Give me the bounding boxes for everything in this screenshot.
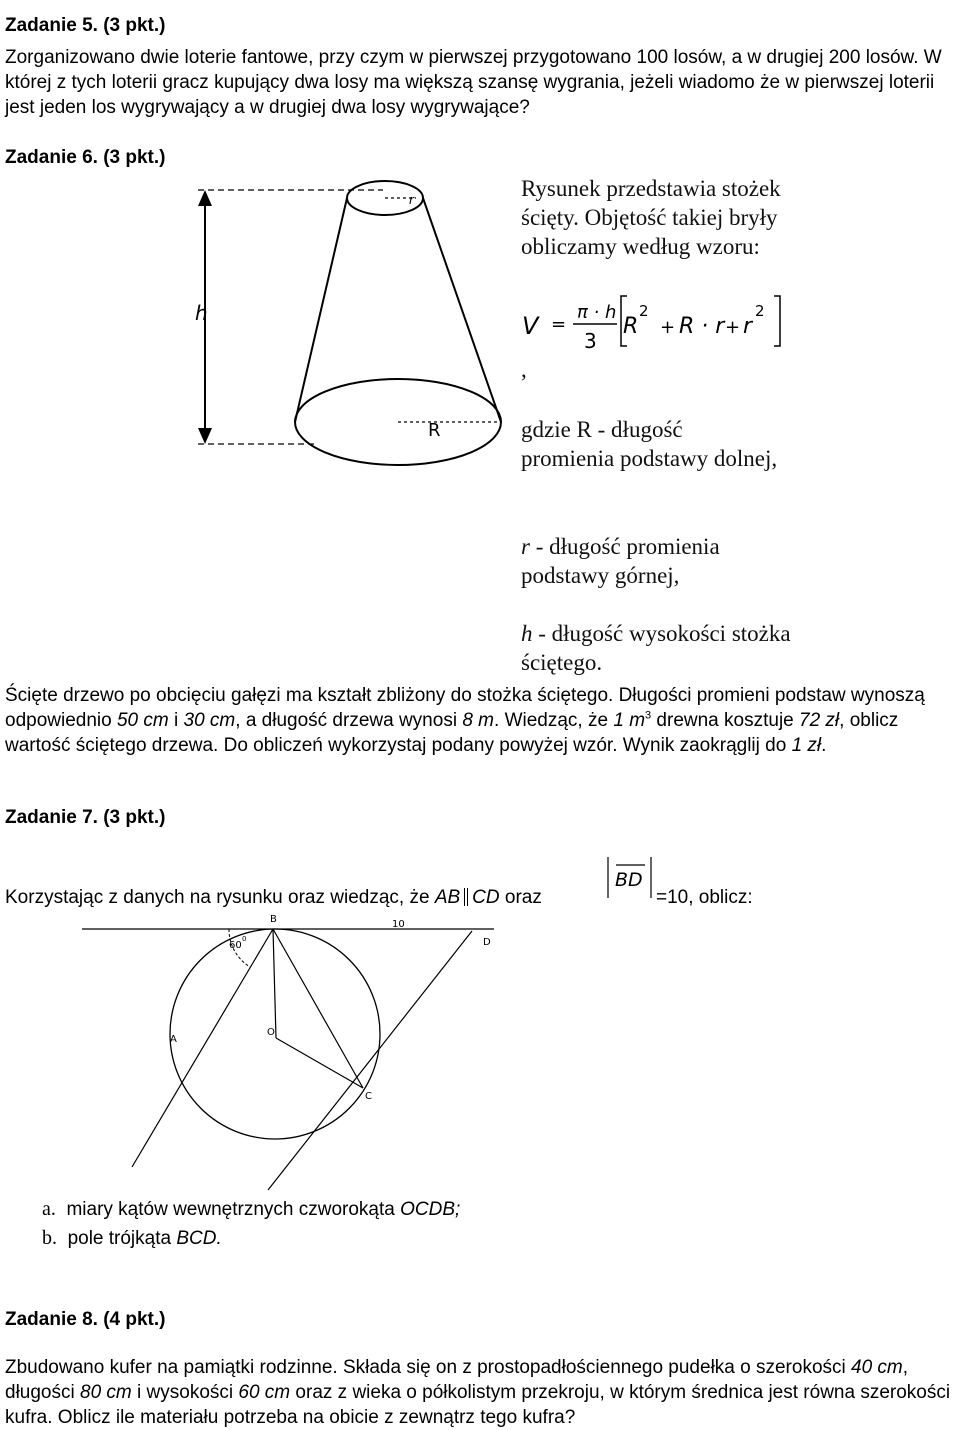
svg-text:=: = [551,314,567,335]
definition-r: r - długość promienia podstawy górnej, [521,534,720,588]
task7-item-a: a. miary kątów wewnętrznych czworokąta OCDB; [42,1198,461,1220]
task7-heading: Zadanie 7. (3 pkt.) [5,807,166,828]
svg-text:R: R [623,314,639,339]
task7-item-b: b. pole trójkąta BCD. [42,1227,222,1249]
frustum-figure [180,168,510,468]
point-A: A [170,1034,177,1045]
task8-heading: Zadanie 8. (4 pkt.) [5,1309,166,1330]
svg-text:BD: BD [615,869,643,891]
frustum-label-h: h [195,301,208,325]
arrow-down-icon [198,428,212,444]
angle-label: 60 [229,940,242,951]
point-D: D [483,937,491,948]
point-O: O [267,1027,275,1038]
svg-text:R · r: R · r [679,314,725,339]
arrow-up-icon [198,190,212,206]
frustum-label-R: R [428,420,441,441]
task7-intro: Korzystając z danych na rysunku oraz wiedząc, że AB CD oraz [5,887,542,908]
comma: , [521,357,527,382]
task5-text: Zorganizowano dwie loterie fantowe, przy czym w pierwszej przygotowano 100 losów, a w drugiej 200 losów. W której z tych loterii gracz kupujący dwa losy ma większą szansę wygrania, jeżeli wiadomo że w pierwszej loterii jest jeden los wygrywający a w drugiej dwa losy wygrywające? [5,47,942,118]
task6-text: Ścięte drzewo po obcięciu gałęzi ma kształt zbliżony do stożka ściętego. Długości promieni podstaw wynoszą odpowiednio 50 cm i 30 cm, a długość drzewa wynosi 8 m. Wiedząc, że 1 $m^3$ drewna kosztuje 72 zł, oblicz wartość ściętego drzewa. Do obliczeń wykorzystaj podany powyżej wzór. Wynik zaokrąglij do 1 zł. [5,685,925,756]
svg-text:3: 3 [584,329,597,353]
length-label: 10 [392,919,405,930]
svg-text:+: + [725,317,741,338]
definition-h: h - długość wysokości stożka ściętego. [521,621,791,675]
bd-value: =10, oblicz: [656,887,753,908]
volume-formula [519,292,794,356]
frustum-description: Rysunek przedstawia stożek ścięty. Objętość takiej bryły obliczamy według wzoru: [521,176,781,259]
task8-text: Zbudowano kufer na pamiątki rodzinne. Składa się on z prostopadłościennego pudełka o szerokości 40 cm, długości 80 cm i wysokości 60 cm oraz z wieka o półkolistym przekroju, w którym średnica jest równa szerokości kufra. Oblicz ile materiału potrzeba na obicie z zewnątrz tego kufra? [5,1357,951,1428]
definition-R: gdzie R - długość promienia podstawy dolnej, [521,417,778,471]
point-C: C [365,1091,372,1102]
task6-heading: Zadanie 6. (3 pkt.) [5,147,166,168]
point-B: B [270,914,277,925]
svg-text:2: 2 [639,302,649,320]
svg-text:V: V [522,312,539,340]
task5-heading: Zadanie 5. (3 pkt.) [5,15,166,36]
svg-text:π · h: π · h [577,302,617,323]
svg-text:2: 2 [755,302,765,320]
circle-figure [0,905,491,1190]
svg-text:0: 0 [242,935,247,943]
frustum-label-r: r [409,193,414,207]
bd-norm [605,854,655,900]
svg-text:+: + [660,317,676,338]
svg-text:r: r [743,314,753,339]
